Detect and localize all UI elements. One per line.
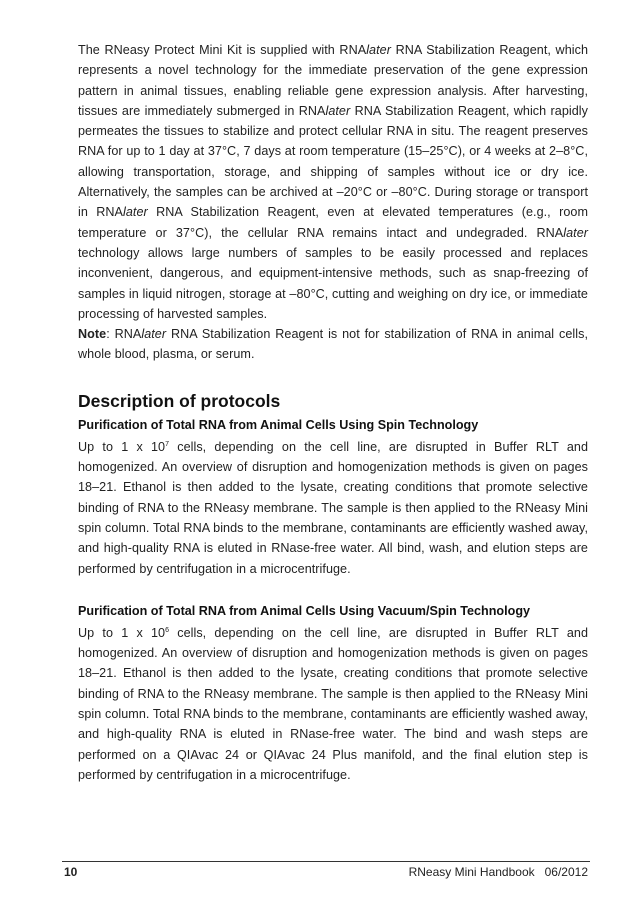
note-label: Note — [78, 327, 107, 342]
spin-protocol-paragraph — [78, 437, 588, 579]
intro-paragraph — [78, 40, 588, 324]
spin-protocol-title: Purification of Total RNA from Animal Cells Using Spin Technology — [78, 417, 479, 432]
vacuum-protocol-title: Purification of Total RNA from Animal Cells Using Vacuum/Spin Technology — [78, 603, 531, 618]
intro-text-3: RNA Stabilization Reagent, which rapidly permeates the tissues to stabilize and protect cellular RNA in situ. The reagent preserves RNA for up to 1 day at 37°C, 7 days at room temperature (15–25°C), or 4 weeks at 2–8°C, allowing transportation, storage, and shipping of samples without ice or dry ice. Alternatively, the samples can be archived at –20°C or –80°C. During storage or transport in RNA — [78, 103, 588, 220]
page-number: 10 — [64, 865, 78, 879]
spin-body: cells, depending on the cell line, are disrupted in Buffer RLT and homogenized. An overview of disruption and homogenization methods is given on pages 18–21. Ethanol is then added to the lysate, creating conditions that promote selective binding of RNA to the RNeasy membrane. The sample is then applied to the RNeasy Mini spin column. Total RNA binds to the membrane, contaminants are efficiently washed away, and high-quality RNA is eluted in RNase-free water. All bind, wash, and elution steps are performed by centrifugation in a microcentrifuge. — [78, 439, 588, 576]
note-paragraph — [78, 324, 588, 365]
intro-later-3: later — [123, 205, 148, 220]
vacuum-body: cells, depending on the cell line, are disrupted in Buffer RLT and homogenized. An overview of disruption and homogenization methods is given on pages 18–21. Ethanol is then added to the lysate, creating conditions that promote selective binding of RNA to the RNeasy membrane. The sample is then applied to the RNeasy Mini spin column. Total RNA binds to the membrane, contaminants are efficiently washed away, and high-quality RNA is eluted in RNase-free water. The bind and wash steps are performed on a QIAvac 24 or QIAvac 24 Plus manifold, and the final elution step is performed by centrifugation in a microcentrifuge. — [78, 625, 588, 782]
intro-text-2: RNA Stabilization Reagent, which represents a novel technology for the immediate preservation of the gene expression pattern in animal tissues, enabling reliable gene expression analysis. After harvesting, tissues are immediately submerged in RNA — [78, 43, 589, 118]
note-text-1: : RNA — [106, 327, 142, 342]
intro-text-1: The RNeasy Protect Mini Kit is supplied with RNA — [78, 43, 367, 57]
intro-later-4: later — [563, 225, 588, 240]
handbook-title: RNeasy Mini Handbook 06/2012 — [408, 865, 588, 879]
intro-later-1: later — [366, 43, 391, 57]
intro-later-2: later — [325, 103, 351, 118]
intro-text-4: RNA Stabilization Reagent, even at elevated temperatures (e.g., room temperature or 37°C), the cellular RNA remains intact and undegraded. RNA — [78, 205, 588, 240]
note-later: later — [141, 327, 167, 342]
vacuum-protocol-paragraph — [78, 623, 588, 785]
footer-divider — [62, 861, 590, 862]
section-heading: Description of protocols — [78, 390, 281, 411]
intro-text-5: technology allows large numbers of samples to be easily processed and replaces inconvenient, dangerous, and equipment-intensive methods, such as snap-freezing of samples in liquid nitrogen, storage at –80°C, cutting and weighing on dry ice, or immediate processing of harvested samples. — [78, 245, 588, 321]
note-text-2: RNA Stabilization Reagent is not for stabilization of RNA in animal cells, whole blood, plasma, or serum. — [78, 327, 589, 362]
vacuum-exponent: 6 — [165, 626, 170, 634]
spin-exponent: 7 — [165, 440, 170, 448]
page-content — [78, 40, 588, 785]
spin-prefix: Up to 1 x 10 — [78, 439, 166, 454]
vacuum-prefix: Up to 1 x 10 — [78, 625, 166, 640]
page-footer — [64, 865, 588, 881]
